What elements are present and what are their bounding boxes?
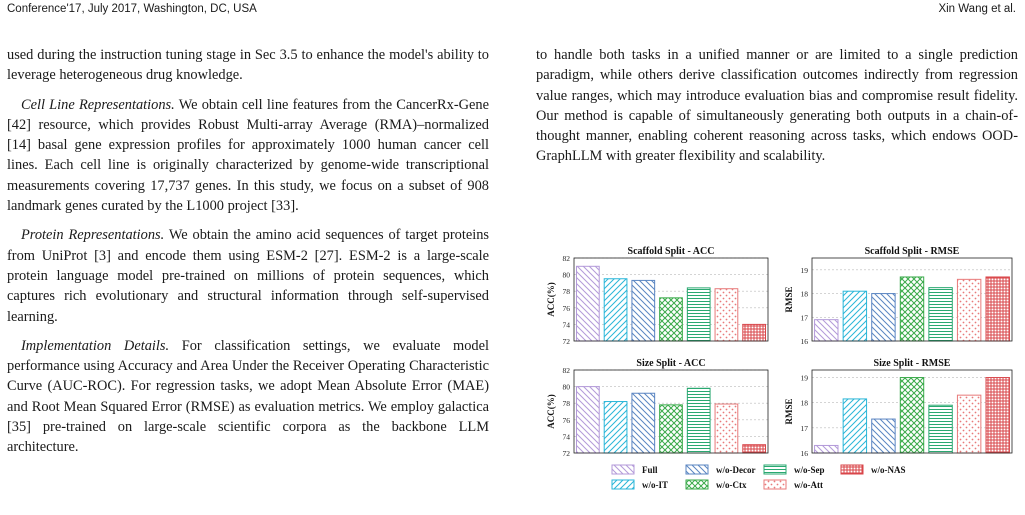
chart-scaffold-split-acc-bar-w-o-nas bbox=[743, 324, 766, 341]
chart-scaffold-split-rmse-ytick-19: 19 bbox=[800, 265, 808, 275]
chart-size-split-rmse-title: Size Split - RMSE bbox=[873, 358, 951, 369]
chart-scaffold-split-acc-bar-w-o-att bbox=[715, 289, 738, 341]
chart-scaffold-split-rmse-bar-w-o-ctx bbox=[900, 277, 923, 341]
chart-size-split-rmse-ytick-18: 18 bbox=[800, 398, 808, 408]
legend-label-full: Full bbox=[642, 465, 658, 475]
chart-size-split-rmse-bar-w-o-ctx bbox=[900, 378, 923, 453]
figure-legend bbox=[612, 465, 906, 490]
chart-scaffold-split-rmse-bar-w-o-att bbox=[957, 279, 980, 341]
chart-scaffold-split-acc-bar-w-o-ctx bbox=[660, 298, 683, 341]
chart-size-split-rmse-ytick-17: 17 bbox=[800, 423, 808, 433]
ablation-figure bbox=[536, 237, 1020, 499]
chart-scaffold-split-rmse-bar-w-o-it bbox=[843, 291, 866, 341]
text-cell-line: We obtain cell line features from the CancerRx-Gene [42] resource, which provides Robust Multi-array Average (RMA)–normalized [14] basal gene expression profiles for approximately 1000 human cancer cell lines. Each cell line is originally characterized by genome-wide transcriptional measurements covering 17,737 genes. In this study, we focus on a subset of 908 landmark genes curated by the L1000 project [33]. bbox=[7, 96, 489, 215]
chart-scaffold-split-rmse-ytick-18: 18 bbox=[800, 289, 808, 299]
chart-scaffold-split-acc-ytick-72: 72 bbox=[562, 337, 570, 346]
chart-scaffold-split-acc-ytick-78: 78 bbox=[562, 287, 570, 297]
text-protein: We obtain the amino acid sequences of target proteins from UniProt [3] and encode them using ESM-2 [27]. ESM-2 is a large-scale protein language model pre-trained on millions of protein sequences, which captures rich evolutionary and structural information through self-supervised learning. bbox=[7, 227, 490, 325]
chart-scaffold-split-rmse-ylabel: RMSE bbox=[784, 286, 794, 313]
legend-swatch-w-o-sep bbox=[764, 465, 786, 474]
chart-scaffold-split-rmse-bar-w-o-nas bbox=[986, 277, 1009, 341]
running-header-authors: Xin Wang et al. bbox=[938, 3, 1016, 15]
chart-scaffold-split-acc bbox=[546, 246, 768, 346]
chart-size-split-acc-bar-w-o-it bbox=[604, 402, 627, 453]
chart-size-split-acc bbox=[546, 358, 768, 458]
paragraph-unified-tasks: to handle both tasks in a unified manner or are limited to a single prediction paradigm, while others derive classification outcomes indirectly from regression value ranges, which may introduce evaluation bias and compromise result fidelity. Our method is capable of simultaneously generating both outputs in a chain-of-thought manner, enabling coherent reasoning across tasks, which endows OOD-GraphLLM with greater flexibility and scalability. bbox=[536, 47, 1018, 165]
chart-size-split-rmse-bar-w-o-decor bbox=[872, 419, 895, 453]
chart-scaffold-split-acc-bar-w-o-decor bbox=[632, 280, 655, 341]
chart-scaffold-split-rmse-ytick-17: 17 bbox=[800, 313, 808, 323]
chart-scaffold-split-acc-title: Scaffold Split - ACC bbox=[627, 246, 715, 257]
chart-scaffold-split-acc-bar-w-o-it bbox=[604, 279, 627, 341]
chart-size-split-acc-bar-w-o-ctx bbox=[660, 405, 683, 453]
paragraph-cell-line bbox=[7, 95, 489, 217]
chart-size-split-rmse-bar-full bbox=[815, 445, 838, 453]
chart-size-split-rmse-bar-w-o-sep bbox=[929, 405, 952, 453]
legend-label-w-o-nas: w/o-NAS bbox=[871, 465, 906, 475]
chart-size-split-acc-ytick-78: 78 bbox=[562, 399, 570, 409]
running-header-conference: Conference'17, July 2017, Washington, DC, USA bbox=[7, 3, 257, 15]
legend-label-w-o-it: w/o-IT bbox=[642, 480, 669, 490]
chart-scaffold-split-rmse-title: Scaffold Split - RMSE bbox=[864, 246, 960, 257]
legend-label-w-o-decor: w/o-Decor bbox=[716, 465, 756, 475]
chart-size-split-rmse bbox=[784, 358, 1012, 458]
paragraph-instruction-tuning: used during the instruction tuning stage in Sec 3.5 to enhance the model's ability to leverage heterogeneous drug knowledge. bbox=[7, 47, 489, 84]
chart-size-split-rmse-ytick-19: 19 bbox=[800, 373, 808, 383]
legend-label-w-o-ctx: w/o-Ctx bbox=[716, 480, 747, 490]
left-column bbox=[7, 45, 489, 458]
heading-implementation: Implementation Details. bbox=[21, 337, 170, 354]
chart-scaffold-split-acc-ytick-76: 76 bbox=[562, 303, 570, 313]
legend-swatch-full bbox=[612, 465, 634, 474]
chart-size-split-acc-ytick-80: 80 bbox=[562, 382, 570, 392]
chart-size-split-rmse-bar-w-o-nas bbox=[986, 378, 1009, 453]
chart-size-split-rmse-bar-w-o-att bbox=[957, 395, 980, 453]
chart-size-split-rmse-ylabel: RMSE bbox=[784, 398, 794, 425]
chart-scaffold-split-acc-ytick-74: 74 bbox=[562, 320, 570, 330]
chart-scaffold-split-rmse-ytick-16: 16 bbox=[800, 337, 808, 346]
legend-label-w-o-sep: w/o-Sep bbox=[794, 465, 825, 475]
heading-cell-line: Cell Line Representations. bbox=[21, 96, 175, 113]
paragraph-implementation bbox=[7, 336, 489, 458]
legend-swatch-w-o-nas bbox=[841, 465, 863, 474]
chart-scaffold-split-acc-ytick-82: 82 bbox=[562, 254, 570, 263]
chart-scaffold-split-acc-ytick-80: 80 bbox=[562, 270, 570, 280]
chart-scaffold-split-acc-bar-w-o-sep bbox=[687, 288, 710, 341]
chart-size-split-acc-bar-w-o-nas bbox=[743, 445, 766, 453]
chart-size-split-rmse-ytick-16: 16 bbox=[800, 449, 808, 458]
chart-size-split-acc-bar-w-o-decor bbox=[632, 393, 655, 453]
chart-size-split-acc-ytick-74: 74 bbox=[562, 432, 570, 442]
chart-size-split-acc-ytick-82: 82 bbox=[562, 366, 570, 375]
legend-swatch-w-o-decor bbox=[686, 465, 708, 474]
chart-size-split-acc-ylabel: ACC(%) bbox=[546, 394, 556, 429]
chart-scaffold-split-rmse-bar-w-o-sep bbox=[929, 288, 952, 341]
chart-size-split-acc-title: Size Split - ACC bbox=[636, 358, 706, 369]
right-column bbox=[536, 45, 1018, 167]
text-implementation: For classification settings, we evaluate model performance using Accuracy and Area Under the Receiver Operating Characteristic Curve (AUC-ROC). For regression tasks, we adopt Mean Absolute Error (MAE) and Root Mean Squared Error (RMSE) as evaluation metrics. We employ galactica [35] pre-trained on large-scale scientific corpora as the backbone LLM architecture. bbox=[7, 337, 489, 456]
chart-size-split-acc-bar-w-o-sep bbox=[687, 388, 710, 453]
chart-scaffold-split-rmse-bar-w-o-decor bbox=[872, 294, 895, 341]
chart-scaffold-split-rmse-bar-full bbox=[815, 320, 838, 341]
chart-scaffold-split-acc-ylabel: ACC(%) bbox=[546, 282, 556, 317]
chart-size-split-acc-ytick-76: 76 bbox=[562, 415, 570, 425]
legend-label-w-o-att: w/o-Att bbox=[794, 480, 823, 490]
chart-size-split-acc-bar-w-o-att bbox=[715, 404, 738, 453]
heading-protein: Protein Representations. bbox=[21, 227, 165, 244]
paragraph-protein bbox=[7, 225, 489, 326]
chart-scaffold-split-acc-bar-full bbox=[576, 266, 599, 341]
chart-size-split-rmse-bar-w-o-it bbox=[843, 399, 866, 453]
legend-swatch-w-o-ctx bbox=[686, 480, 708, 489]
legend-swatch-w-o-it bbox=[612, 480, 634, 489]
ablation-figure-svg bbox=[536, 237, 1020, 499]
chart-size-split-acc-bar-full bbox=[576, 387, 599, 453]
legend-swatch-w-o-att bbox=[764, 480, 786, 489]
chart-size-split-acc-ytick-72: 72 bbox=[562, 449, 570, 458]
chart-scaffold-split-rmse bbox=[784, 246, 1012, 346]
